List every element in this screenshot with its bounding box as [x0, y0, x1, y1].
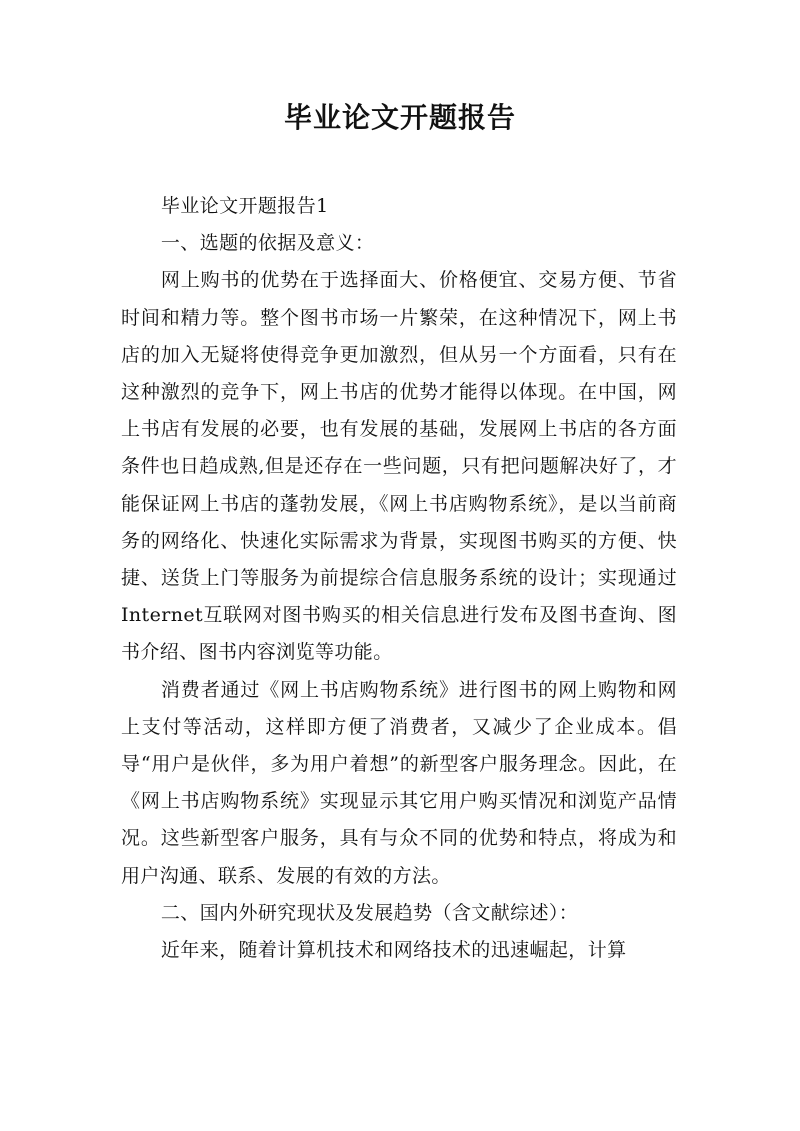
document-title: 毕业论文开题报告	[283, 101, 516, 134]
section-heading: 一、选题的依据及意义：	[160, 232, 375, 255]
document-body	[121, 188, 677, 969]
section-heading: 二、国内外研究现状及发展趋势（含文献综述）：	[160, 901, 579, 924]
section-heading: 毕业论文开题报告1	[160, 195, 329, 217]
body-paragraph: 近年来，随着计算机技术和网络技术的迅速崛起，计算	[160, 939, 627, 962]
body-paragraph: 消费者通过《网上书店购物系统》进行图书的网上购物和网上支付等活动，这样即方便了消费者，又减少了企业成本。倡导“用户是伙伴，多为用户着想”的新型客户服务理念。因此，在《网上书店购物系统》实现显示其它用户购买情况和浏览产品情况。这些新型客户服务，具有与众不同的优势和特点，将成为和用户沟通、联系、发展的有效的方法。	[121, 678, 677, 887]
body-paragraph: 网上购书的优势在于选择面大、价格便宜、交易方便、节省时间和精力等。整个图书市场一片繁荣，在这种情况下，网上书店的加入无疑将使得竞争更加激烈，但从另一个方面看，只有在这种激烈的竞争下，网上书店的优势才能得以体现。在中国，网上书店有发展的必要，也有发展的基础，发展网上书店的各方面条件也日趋成熟,但是还存在一些问题，只有把问题解决好了，才能保证网上书店的蓬勃发展，《网上书店购物系统》，是以当前商务的网络化、快速化实际需求为背景，实现图书购买的方便、快捷、送货上门等服务为前提综合信息服务系统的设计；实现通过Internet互联网对图书购买的相关信息进行发布及图书查询、图书介绍、图书内容浏览等功能。	[121, 269, 677, 664]
